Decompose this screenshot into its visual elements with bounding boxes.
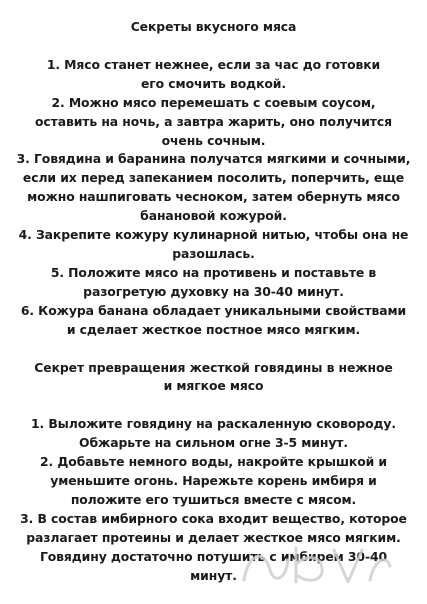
section-2-item-2: 2. Добавьте немного воды, накройте крышкой и уменьшите огонь. Нарежьте корень имбиря и положите его тушиться вместе с мясом. [40,454,387,507]
watermark-logo [236,540,396,588]
spacer [14,340,413,359]
section-1-item-2: 2. Можно мясо перемешать с соевым соусом, оставить на ночь, а завтра жарить, оно получится очень сочным. [34,94,392,148]
section-1-title: Секреты вкусного мяса [130,19,297,34]
spacer [14,396,413,415]
section-2-title: Секрет превращения жесткой говядины в нежное и мягкое мясо [34,359,393,394]
section-2-item-1: 1. Выложите говядину на раскаленную сковороду. Обжарьте на сильном огне 3-5 минут. [30,416,397,451]
section-1-item-4: 4. Закрепите кожуру кулинарной нитью, чтобы она не разошлась. [18,227,409,261]
spacer [14,37,413,56]
section-2-item-3: 3. В состав имбирного сока входит вещество, которое разлагает протеины и делает жесткое мясо мягким. Говядину достаточно потушить с имбирем 30-40 минут. [20,510,407,583]
section-1-item-5: 5. Положите мясо на противень и поставьте в разогретую духовку на 30-40 минут. [50,264,377,299]
section-1-item-3: 3. Говядина и баранина получатся мягкими и сочными, если их перед запеканием посолить, поперчить, еще можно нашпиговать чесноком, затем обернуть мясо банановой кожурой. [16,151,411,224]
section-1-item-6: 6. Кожура банана обладает уникальными свойствами и сделает жесткое постное мясо мягким. [20,302,407,337]
section-1-item-1: 1. Мясо станет нежнее, если за час до готовки его смочить водкой. [46,56,381,91]
